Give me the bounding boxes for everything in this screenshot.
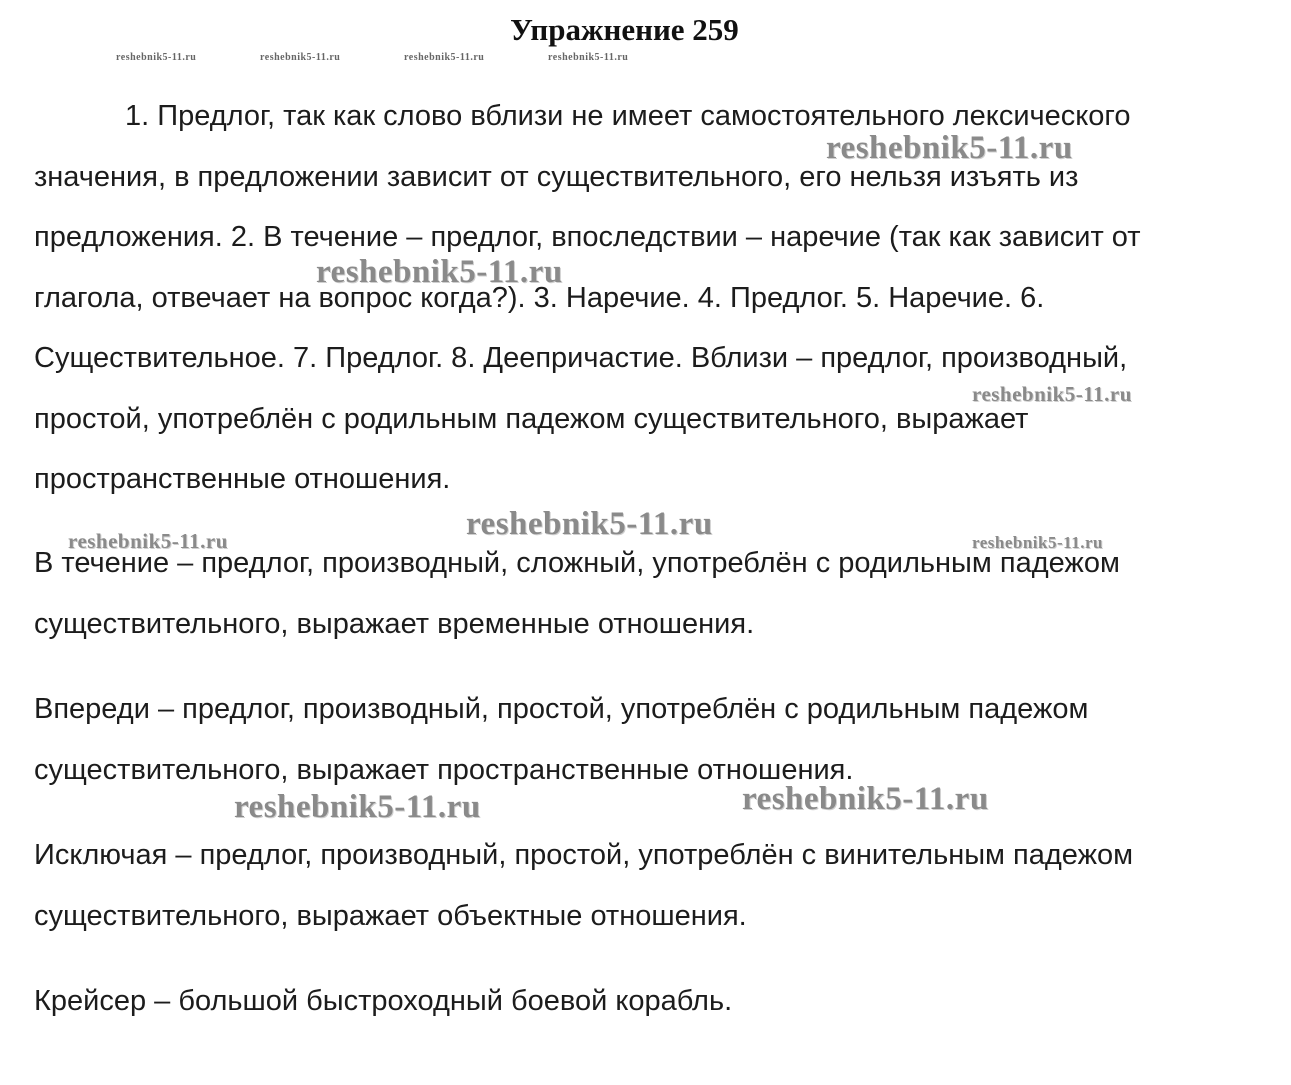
watermark-1: reshebnik5-11.ru: [826, 130, 1073, 166]
watermark-small-3: reshebnik5-11.ru: [404, 52, 485, 63]
watermark-small-1: reshebnik5-11.ru: [116, 52, 197, 63]
watermark-small-4: reshebnik5-11.ru: [548, 52, 629, 63]
watermark-8: reshebnik5-11.ru: [742, 781, 989, 817]
paragraph-5: Крейсер – большой быстроходный боевой корабль.: [34, 985, 733, 1017]
page-title: Упражнение 259: [510, 12, 739, 47]
watermark-7: reshebnik5-11.ru: [234, 789, 481, 825]
watermark-small-2: reshebnik5-11.ru: [260, 52, 341, 63]
paragraph-4: Исключая – предлог, производный, простой, употреблён с винительным падежом существительного, выражает объектные отношения.: [34, 839, 1134, 932]
watermark-4: reshebnik5-11.ru: [466, 506, 713, 542]
paragraph-1: 1. Предлог, так как слово вблизи не имеет самостоятельного лексического значения, в предложении зависит от существительного, его нельзя изъять из предложения. 2. В течение – предлог, впоследствии – наречие (так как зависит от глагола, отвечает на вопрос когда?). 3. Наречие. 4. Предлог. 5. Наречие. 6. Существительное. 7. Предлог. 8. Деепричастие. Вблизи – предлог, производный, простой, употреблён с родильным падежом существительного, выражает пространственные отношения.: [34, 100, 1141, 495]
watermark-3: reshebnik5-11.ru: [972, 382, 1132, 406]
watermark-6: reshebnik5-11.ru: [972, 533, 1103, 552]
watermark-5: reshebnik5-11.ru: [68, 529, 228, 553]
paragraph-2: В течение – предлог, производный, сложный, употреблён с родильным падежом существительного, выражает временные отношения.: [34, 547, 1120, 640]
paragraph-3: Впереди – предлог, производный, простой, употреблён с родильным падежом существительного, выражает пространственные отношения.: [34, 693, 1089, 786]
watermark-2: reshebnik5-11.ru: [316, 254, 563, 290]
